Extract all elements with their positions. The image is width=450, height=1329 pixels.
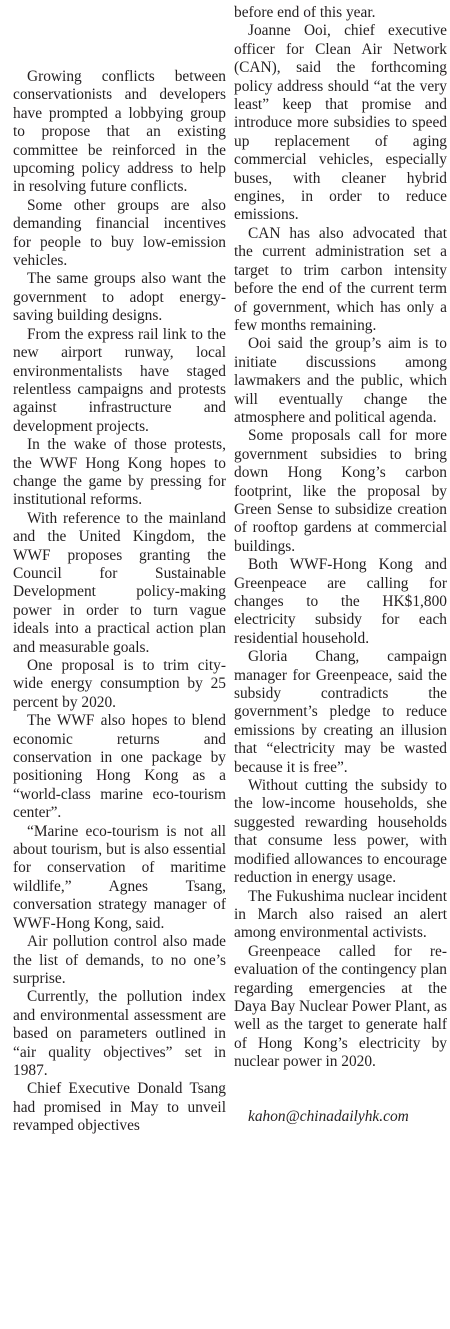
paragraph: “Marine eco-tourism is not all about tourism, but is also essential for conservation of maritime wildlife,” Agnes Tsang, conversation strategy manager of WWF-Hong Kong, said. <box>13 822 226 932</box>
article-column-left <box>13 68 226 1136</box>
paragraph: Growing conflicts between conservationists and developers have prompted a lobbying group to propose that an existing committee be reinforced in the upcoming policy address to help in resolving future conflicts. <box>13 68 226 196</box>
paragraph: Greenpeace called for re-evaluation of the contingency plan regarding emergencies at the Daya Bay Nuclear Power Plant, as well as the target to generate half of Hong Kong’s electricity by nuclear power in 2020. <box>234 942 447 1071</box>
paragraph: Joanne Ooi, chief executive officer for Clean Air Network (CAN), said the forthcoming policy address should “at the very least” keep that promise and introduce more subsidies to speed up replacement of aging commercial vehicles, especially buses, with cleaner hybrid engines, in order to reduce emissions. <box>234 22 447 224</box>
author-email-byline: kahon@chinadailyhk.com <box>248 1107 409 1125</box>
paragraph: In the wake of those protests, the WWF Hong Kong hopes to change the game by pressing for institutional reforms. <box>13 436 226 509</box>
paragraph: Air pollution control also made the list of demands, to no one’s surprise. <box>13 933 226 987</box>
paragraph: Ooi said the group’s aim is to initiate discussions among lawmakers and the public, which will eventually change the atmosphere and political agenda. <box>234 335 447 426</box>
paragraph: Without cutting the subsidy to the low-income households, she suggested rewarding households that consume less power, with modified allowances to encourage reduction in energy usage. <box>234 777 447 887</box>
paragraph: With reference to the mainland and the United Kingdom, the WWF proposes granting the Council for Sustainable Development policy-making power in order to turn vague ideals into a practical action plan and measurable goals. <box>13 509 226 656</box>
paragraph: Currently, the pollution index and environmental assessment are based on parameters outlined in “air quality objectives” set in 1987. <box>13 988 226 1079</box>
paragraph: The Fukushima nuclear incident in March also raised an alert among environmental activists. <box>234 887 447 942</box>
paragraph-continuation: before end of this year. <box>234 4 376 21</box>
paragraph: CAN has also advocated that the current administration set a target to trim carbon intensity before the end of the current term of government, which has only a few months remaining. <box>234 224 447 334</box>
paragraph: The same groups also want the government to adopt energy-saving building designs. <box>13 270 226 325</box>
paragraph: The WWF also hopes to blend economic returns and conservation in one package by positioning Hong Kong as a “world-class marine eco-tourism center”. <box>13 712 226 822</box>
paragraph: Some proposals call for more government subsidies to bring down Hong Kong’s carbon footprint, like the proposal by Green Sense to subsidize creation of rooftop gardens at commercial buildings. <box>234 427 447 555</box>
paragraph: Gloria Chang, campaign manager for Greenpeace, said the subsidy contradicts the government’s pledge to reduce emissions by creating an illusion that “electricity may be wasted because it is free”. <box>234 648 447 776</box>
paragraph: From the express rail link to the new airport runway, local environmentalists have staged relentless campaigns and protests against infrastructure and development projects. <box>13 325 226 435</box>
paragraph: Chief Executive Donald Tsang had promised in May to unveil revamped objectives <box>13 1080 226 1135</box>
article-column-right <box>234 4 447 1126</box>
paragraph: One proposal is to trim city-wide energy consumption by 25 percent by 2020. <box>13 657 226 711</box>
paragraph: Both WWF-Hong Kong and Greenpeace are calling for changes to the HK$1,800 electricity subsidy for each residential household. <box>234 556 447 647</box>
paragraph: Some other groups are also demanding financial incentives for people to buy low-emission vehicles. <box>13 196 226 270</box>
